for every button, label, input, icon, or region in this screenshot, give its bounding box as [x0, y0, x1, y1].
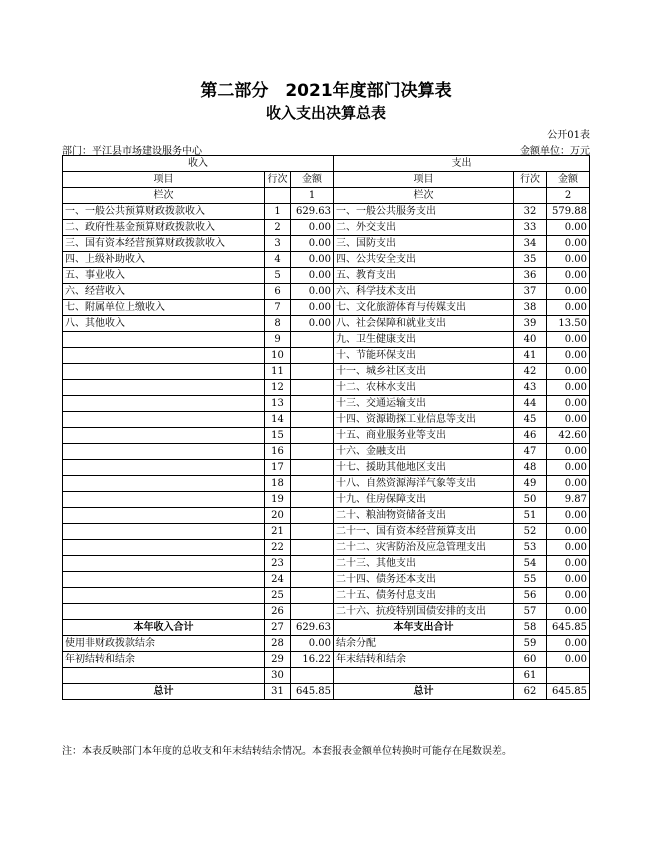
- expense-item: 一、一般公共服务支出: [334, 204, 514, 220]
- income-item: 一、一般公共预算财政拨款收入: [63, 204, 265, 220]
- expense-amount: 0.00: [547, 460, 590, 476]
- expense-row-number: 59: [514, 636, 547, 652]
- income-rowno-header: 行次: [265, 172, 291, 188]
- income-amount: [291, 428, 334, 444]
- expense-amount: 645.85: [547, 684, 590, 700]
- expense-amount: 645.85: [547, 620, 590, 636]
- income-row-number: 31: [265, 684, 291, 700]
- expense-item: 十四、资源勘探工业信息等支出: [334, 412, 514, 428]
- expense-row-number: 50: [514, 492, 547, 508]
- expense-item: 二十五、债务付息支出: [334, 588, 514, 604]
- income-amount: [291, 348, 334, 364]
- expense-amount: 0.00: [547, 364, 590, 380]
- expense-row-number: 58: [514, 620, 547, 636]
- expense-row-number: 57: [514, 604, 547, 620]
- income-item: [63, 396, 265, 412]
- expense-item: 五、教育支出: [334, 268, 514, 284]
- table-row: [63, 540, 590, 556]
- income-row-number: 29: [265, 652, 291, 668]
- expense-row-number: 43: [514, 380, 547, 396]
- income-amount: [291, 604, 334, 620]
- table-row: [63, 444, 590, 460]
- income-item: 二、政府性基金预算财政拨款收入: [63, 220, 265, 236]
- income-row-number: 3: [265, 236, 291, 252]
- expense-amount: 0.00: [547, 556, 590, 572]
- income-amount: 0.00: [291, 316, 334, 332]
- income-amount: 645.85: [291, 684, 334, 700]
- expense-row-number: 52: [514, 524, 547, 540]
- income-amount: 0.00: [291, 252, 334, 268]
- expense-item: 总计: [334, 684, 514, 700]
- expense-item: 十、节能环保支出: [334, 348, 514, 364]
- income-item: [63, 444, 265, 460]
- income-item: [63, 428, 265, 444]
- income-item: [63, 348, 265, 364]
- table-row: [63, 364, 590, 380]
- expense-row-number: 46: [514, 428, 547, 444]
- expense-amount: [547, 668, 590, 684]
- expense-amount: 0.00: [547, 284, 590, 300]
- income-item: [63, 540, 265, 556]
- subtotal-row: [63, 620, 590, 636]
- expense-item: 十七、援助其他地区支出: [334, 460, 514, 476]
- expense-item: 七、文化旅游体育与传媒支出: [334, 300, 514, 316]
- income-amount: 0.00: [291, 268, 334, 284]
- expense-item: 十五、商业服务业等支出: [334, 428, 514, 444]
- expense-row-number: 37: [514, 284, 547, 300]
- expense-item: 八、社会保障和就业支出: [334, 316, 514, 332]
- expense-row-number: 61: [514, 668, 547, 684]
- expense-item: 二、外交支出: [334, 220, 514, 236]
- income-row-number: 20: [265, 508, 291, 524]
- income-amount: [291, 444, 334, 460]
- expense-amount: 0.00: [547, 220, 590, 236]
- income-row-number: 25: [265, 588, 291, 604]
- income-item: [63, 508, 265, 524]
- expense-item: 四、公共安全支出: [334, 252, 514, 268]
- expense-row-number: 53: [514, 540, 547, 556]
- expense-row-number: 47: [514, 444, 547, 460]
- expense-item: 年末结转和结余: [334, 652, 514, 668]
- income-amount: [291, 380, 334, 396]
- expense-row-number: 36: [514, 268, 547, 284]
- income-column-number: 1: [291, 188, 334, 204]
- income-row-number: 4: [265, 252, 291, 268]
- expense-item: 二十三、其他支出: [334, 556, 514, 572]
- table-row: [63, 652, 590, 668]
- expense-amount: 0.00: [547, 380, 590, 396]
- income-item-header: 项目: [63, 172, 265, 188]
- income-item: [63, 604, 265, 620]
- income-item: [63, 364, 265, 380]
- expense-amount: 0.00: [547, 268, 590, 284]
- table-row: [63, 668, 590, 684]
- empty-cell: [514, 188, 547, 204]
- table-row: [63, 412, 590, 428]
- expense-amount: 0.00: [547, 236, 590, 252]
- income-row-number: 22: [265, 540, 291, 556]
- income-item: [63, 668, 265, 684]
- expense-amount: 0.00: [547, 444, 590, 460]
- income-amount: [291, 332, 334, 348]
- income-amount: [291, 572, 334, 588]
- table-subtitle: 收入支出决算总表: [265, 104, 386, 122]
- table-row: [63, 508, 590, 524]
- expense-row-number: 51: [514, 508, 547, 524]
- expense-item: 二十一、国有资本经营预算支出: [334, 524, 514, 540]
- expense-item-header: 项目: [334, 172, 514, 188]
- income-row-number: 13: [265, 396, 291, 412]
- income-row-number: 16: [265, 444, 291, 460]
- table-row: [63, 460, 590, 476]
- income-amount-header: 金额: [291, 172, 334, 188]
- expense-amount: 0.00: [547, 636, 590, 652]
- expense-item: 二十二、灾害防治及应急管理支出: [334, 540, 514, 556]
- expense-amount: 0.00: [547, 396, 590, 412]
- table-row: [63, 428, 590, 444]
- summary-table: [62, 155, 590, 700]
- expense-item: 二十六、抗疫特别国债安排的支出: [334, 604, 514, 620]
- expense-row-number: 33: [514, 220, 547, 236]
- income-row-number: 7: [265, 300, 291, 316]
- expense-amount: 0.00: [547, 508, 590, 524]
- expense-item: 十一、城乡社区支出: [334, 364, 514, 380]
- expense-row-number: 56: [514, 588, 547, 604]
- income-row-number: 14: [265, 412, 291, 428]
- expense-item: 十六、金融支出: [334, 444, 514, 460]
- table-row: [63, 316, 590, 332]
- income-row-number: 27: [265, 620, 291, 636]
- income-amount: [291, 460, 334, 476]
- table-row: [63, 572, 590, 588]
- expense-row-number: 49: [514, 476, 547, 492]
- expense-row-number: 60: [514, 652, 547, 668]
- expense-column-number: 2: [547, 188, 590, 204]
- income-amount: 629.63: [291, 620, 334, 636]
- expense-amount: 0.00: [547, 348, 590, 364]
- income-row-number: 5: [265, 268, 291, 284]
- expense-row-number: 35: [514, 252, 547, 268]
- income-row-number: 12: [265, 380, 291, 396]
- income-item: 八、其他收入: [63, 316, 265, 332]
- income-row-number: 10: [265, 348, 291, 364]
- income-item: 五、事业收入: [63, 268, 265, 284]
- table-code: 公开01表: [547, 130, 590, 141]
- income-amount: 629.63: [291, 204, 334, 220]
- table-row: [63, 524, 590, 540]
- income-row-number: 21: [265, 524, 291, 540]
- table-row: [63, 556, 590, 572]
- expense-row-number: 34: [514, 236, 547, 252]
- income-amount: 0.00: [291, 300, 334, 316]
- expense-amount-header: 金额: [547, 172, 590, 188]
- expense-amount: 42.60: [547, 428, 590, 444]
- income-item: [63, 556, 265, 572]
- total-row: [63, 684, 590, 700]
- expense-item: 三、国防支出: [334, 236, 514, 252]
- income-amount: 0.00: [291, 220, 334, 236]
- expense-item: 十二、农林水支出: [334, 380, 514, 396]
- income-row-number: 15: [265, 428, 291, 444]
- income-row-number: 24: [265, 572, 291, 588]
- table-row: [63, 636, 590, 652]
- expense-row-number: 40: [514, 332, 547, 348]
- income-item: [63, 460, 265, 476]
- table-row: [63, 380, 590, 396]
- income-row-number: 18: [265, 476, 291, 492]
- page-title: 第二部分 2021年度部门决算表: [200, 81, 452, 101]
- expense-amount: 0.00: [547, 300, 590, 316]
- table-row: [63, 604, 590, 620]
- income-row-number: 28: [265, 636, 291, 652]
- table-row: [63, 348, 590, 364]
- expense-row-number: 39: [514, 316, 547, 332]
- unit-label: 金额单位：万元: [520, 146, 590, 157]
- income-amount: [291, 492, 334, 508]
- expense-amount: 0.00: [547, 524, 590, 540]
- expense-item: 二十四、债务还本支出: [334, 572, 514, 588]
- expense-amount: 0.00: [547, 332, 590, 348]
- expense-amount: 0.00: [547, 652, 590, 668]
- table-row: [63, 332, 590, 348]
- expense-row-number: 62: [514, 684, 547, 700]
- income-item: [63, 524, 265, 540]
- income-amount: [291, 556, 334, 572]
- expense-row-number: 38: [514, 300, 547, 316]
- empty-cell: [265, 188, 291, 204]
- income-item: [63, 572, 265, 588]
- expense-item: 十八、自然资源海洋气象等支出: [334, 476, 514, 492]
- expense-amount: 13.50: [547, 316, 590, 332]
- income-row-number: 9: [265, 332, 291, 348]
- income-amount: 0.00: [291, 636, 334, 652]
- expense-row-number: 55: [514, 572, 547, 588]
- table-row: [63, 492, 590, 508]
- income-item: 四、上级补助收入: [63, 252, 265, 268]
- expense-amount: 0.00: [547, 540, 590, 556]
- table-row: [63, 268, 590, 284]
- table-row: [63, 220, 590, 236]
- expense-amount: 0.00: [547, 604, 590, 620]
- income-row-number: 19: [265, 492, 291, 508]
- expense-item: 结余分配: [334, 636, 514, 652]
- income-header: 收入: [63, 156, 334, 172]
- expense-row-number: 41: [514, 348, 547, 364]
- income-item: 三、国有资本经营预算财政拨款收入: [63, 236, 265, 252]
- table-row: [63, 284, 590, 300]
- income-amount: [291, 508, 334, 524]
- expense-amount: 9.87: [547, 492, 590, 508]
- expense-item: 二十、粮油物资储备支出: [334, 508, 514, 524]
- expense-amount: 579.88: [547, 204, 590, 220]
- income-item: 总计: [63, 684, 265, 700]
- expense-amount: 0.00: [547, 412, 590, 428]
- table-row: [63, 396, 590, 412]
- income-item: 年初结转和结余: [63, 652, 265, 668]
- expense-amount: 0.00: [547, 252, 590, 268]
- table-row: [63, 204, 590, 220]
- income-item: [63, 412, 265, 428]
- income-item: 本年收入合计: [63, 620, 265, 636]
- income-row-number: 6: [265, 284, 291, 300]
- income-item: [63, 332, 265, 348]
- income-item: 七、附属单位上缴收入: [63, 300, 265, 316]
- expense-amount: 0.00: [547, 572, 590, 588]
- expense-item: 本年支出合计: [334, 620, 514, 636]
- income-amount: 16.22: [291, 652, 334, 668]
- expense-item: [334, 668, 514, 684]
- income-row-number: 2: [265, 220, 291, 236]
- income-amount: [291, 524, 334, 540]
- income-amount: 0.00: [291, 236, 334, 252]
- expense-item: 六、科学技术支出: [334, 284, 514, 300]
- income-row-number: 17: [265, 460, 291, 476]
- expense-rowno-header: 行次: [514, 172, 547, 188]
- income-amount: [291, 412, 334, 428]
- expense-item: 十九、住房保障支出: [334, 492, 514, 508]
- table-row: [63, 588, 590, 604]
- expense-row-number: 48: [514, 460, 547, 476]
- income-amount: [291, 396, 334, 412]
- income-row-number: 23: [265, 556, 291, 572]
- income-item: 六、经营收入: [63, 284, 265, 300]
- income-amount: [291, 476, 334, 492]
- income-amount: [291, 364, 334, 380]
- department-label: 部门：平江县市场建设服务中心: [62, 146, 202, 157]
- expense-item: 十三、交通运输支出: [334, 396, 514, 412]
- income-amount: [291, 588, 334, 604]
- income-column-label: 栏次: [63, 188, 265, 204]
- footnote: 注：本表反映部门本年度的总收支和年末结转结余情况。本套报表金额单位转换时可能存在尾数误差。: [62, 746, 512, 757]
- income-amount: 0.00: [291, 284, 334, 300]
- expense-amount: 0.00: [547, 476, 590, 492]
- income-row-number: 26: [265, 604, 291, 620]
- expense-row-number: 45: [514, 412, 547, 428]
- income-row-number: 11: [265, 364, 291, 380]
- expense-row-number: 54: [514, 556, 547, 572]
- expense-row-number: 44: [514, 396, 547, 412]
- table-row: [63, 476, 590, 492]
- income-row-number: 1: [265, 204, 291, 220]
- income-amount: [291, 668, 334, 684]
- income-item: [63, 492, 265, 508]
- expense-amount: 0.00: [547, 588, 590, 604]
- income-item: [63, 588, 265, 604]
- table-row: [63, 300, 590, 316]
- expense-column-label: 栏次: [334, 188, 514, 204]
- expense-row-number: 32: [514, 204, 547, 220]
- expense-header: 支出: [334, 156, 590, 172]
- expense-row-number: 42: [514, 364, 547, 380]
- income-item: 使用非财政拨款结余: [63, 636, 265, 652]
- table-row: [63, 252, 590, 268]
- table-row: [63, 236, 590, 252]
- expense-item: 九、卫生健康支出: [334, 332, 514, 348]
- income-item: [63, 380, 265, 396]
- income-row-number: 30: [265, 668, 291, 684]
- income-item: [63, 476, 265, 492]
- income-row-number: 8: [265, 316, 291, 332]
- income-amount: [291, 540, 334, 556]
